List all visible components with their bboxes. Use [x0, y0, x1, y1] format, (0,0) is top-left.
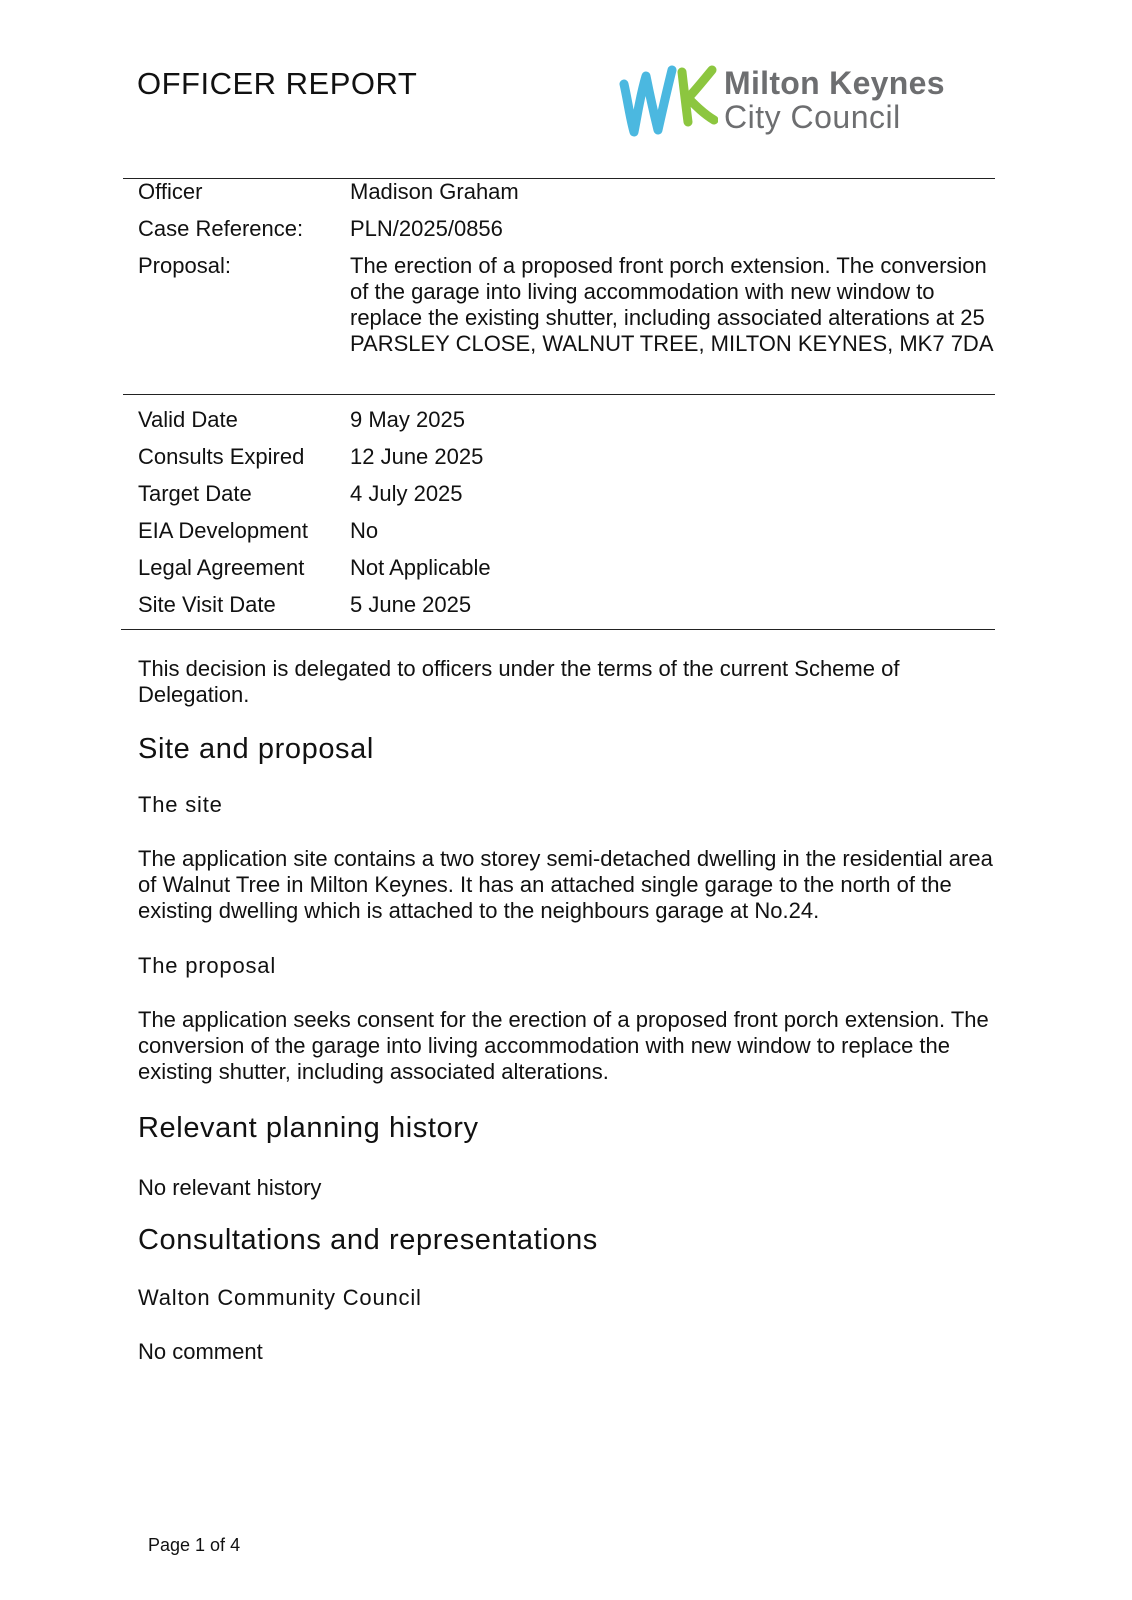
- meta-value: Not Applicable: [350, 555, 491, 580]
- meta-label: EIA Development: [138, 518, 308, 543]
- heading-relevant-planning-history: Relevant planning history: [138, 1112, 479, 1144]
- meta-value: 4 July 2025: [350, 481, 463, 506]
- meta-label: Target Date: [138, 481, 252, 506]
- history-text: No relevant history: [138, 1175, 322, 1200]
- meta-value: 12 June 2025: [350, 444, 484, 469]
- meta-label: Proposal:: [138, 253, 231, 278]
- report-title: OFFICER REPORT: [137, 66, 418, 101]
- proposal-description: The application seeks consent for the erection of a proposed front porch extension. The conversion of the garage into living accommodation with new window to replace the existing shutter, including associated alterations.: [138, 1007, 989, 1084]
- meta-value: Madison Graham: [350, 179, 519, 204]
- heading-consultations: Consultations and representations: [138, 1224, 598, 1256]
- meta-value: No: [350, 518, 379, 543]
- meta-value: 5 June 2025: [350, 592, 472, 617]
- meta-label: Consults Expired: [138, 444, 305, 469]
- page-number: Page 1 of 4: [148, 1535, 241, 1555]
- consultee-name: Walton Community Council: [138, 1285, 422, 1310]
- divider-bottom: [121, 629, 995, 630]
- delegation-text: This decision is delegated to officers under the terms of the current Scheme of Delegation.: [138, 656, 900, 707]
- meta-label: Officer: [138, 179, 203, 204]
- site-description: The application site contains a two storey semi-detached dwelling in the residential area of Walnut Tree in Milton Keynes. It has an attached single garage to the north of the existing dwelling which is attached to the neighbours garage at No.24.: [138, 846, 993, 923]
- meta-label: Valid Date: [138, 407, 238, 432]
- divider-middle: [123, 394, 995, 395]
- subheading-the-site: The site: [138, 792, 223, 817]
- logo-text-line1: Milton Keynes: [724, 65, 945, 101]
- council-logo: [618, 62, 998, 144]
- meta-value: The erection of a proposed front porch extension. The conversion of the garage into living accommodation with new window to replace the existing shutter, including associated alterations at 25 PARSLEY CLOSE, WALNUT TREE, MILTON KEYNES, MK7 7DA: [350, 253, 994, 356]
- divider-top: [123, 178, 995, 179]
- meta-label: Case Reference:: [138, 216, 304, 241]
- logo-text-line2: City Council: [724, 99, 901, 135]
- heading-site-and-proposal: Site and proposal: [138, 733, 374, 765]
- meta-value: PLN/2025/0856: [350, 216, 503, 241]
- mk-logo-icon: [618, 62, 718, 144]
- consultee-response: No comment: [138, 1339, 263, 1364]
- meta-label: Legal Agreement: [138, 555, 305, 580]
- meta-value: 9 May 2025: [350, 407, 465, 432]
- meta-label: Site Visit Date: [138, 592, 276, 617]
- subheading-the-proposal: The proposal: [138, 953, 277, 978]
